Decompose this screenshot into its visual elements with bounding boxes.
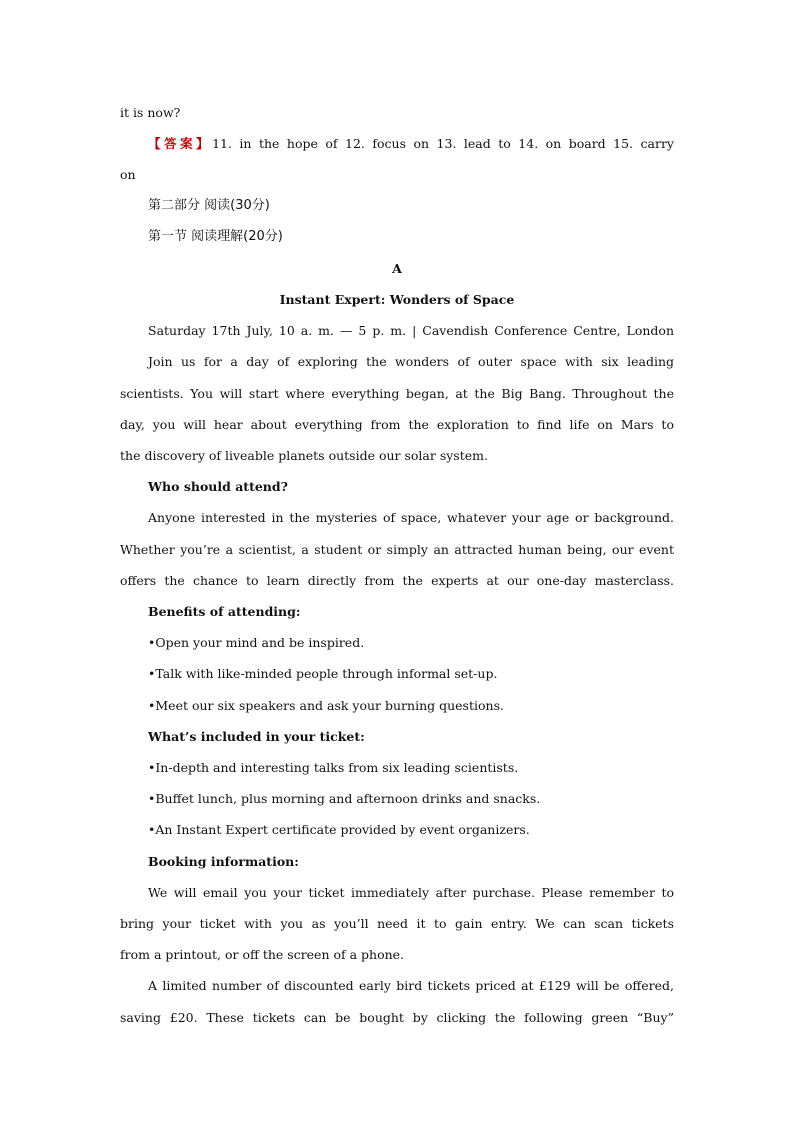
who-line-3: offers the chance to learn directly from the experts at our one-day masterclass. xyxy=(120,573,674,588)
booking-heading: Booking information: xyxy=(148,854,299,869)
included-heading: What’s included in your ticket: xyxy=(148,729,365,744)
part-heading: 第二部分 阅读(30分) xyxy=(148,198,270,213)
intro-line-2: scientists. You will start where everything began, at the Big Bang. Throughout the xyxy=(120,386,674,401)
answer-continuation: on xyxy=(120,167,136,182)
benefit-item: •Meet our six speakers and ask your burning questions. xyxy=(148,698,504,713)
intro-line-3: day, you will hear about everything from the exploration to find life on Mars to xyxy=(120,417,674,432)
answer-label: 【答案】 xyxy=(148,136,213,151)
answer-line xyxy=(148,136,674,152)
benefit-item: •Open your mind and be inspired. xyxy=(148,635,365,650)
passage-title: Instant Expert: Wonders of Space xyxy=(279,292,515,307)
booking-line-3: from a printout, or off the screen of a phone. xyxy=(120,947,405,962)
included-item: •In-depth and interesting talks from six leading scientists. xyxy=(148,760,519,775)
answer-text: 11. in the hope of 12. focus on 13. lead to 14. on board 15. carry xyxy=(212,136,674,151)
section-heading: 第一节 阅读理解(20分) xyxy=(148,229,283,244)
early-bird-line-2: saving £20. These tickets can be bought by clicking the following green “Buy” xyxy=(120,1010,674,1025)
prev-question-end: it is now? xyxy=(120,105,181,120)
benefits-heading: Benefits of attending: xyxy=(148,604,301,619)
who-heading: Who should attend? xyxy=(148,479,288,494)
who-line-2: Whether you’re a scientist, a student or simply an attracted human being, our event xyxy=(120,542,674,557)
booking-line-1: We will email you your ticket immediately after purchase. Please remember to xyxy=(148,885,674,900)
included-item: •An Instant Expert certificate provided by event organizers. xyxy=(148,822,530,837)
early-bird-line-1: A limited number of discounted early bird tickets priced at £129 will be offered, xyxy=(148,978,674,993)
event-date-line: Saturday 17th July, 10 a. m. — 5 p. m. | Cavendish Conference Centre, London xyxy=(148,323,674,338)
included-item: •Buffet lunch, plus morning and afternoon drinks and snacks. xyxy=(148,791,541,806)
who-line-1: Anyone interested in the mysteries of space, whatever your age or background. xyxy=(148,510,674,525)
booking-line-2: bring your ticket with you as you’ll need it to gain entry. We can scan tickets xyxy=(120,916,674,931)
passage-letter: A xyxy=(392,261,402,276)
intro-line-4: the discovery of liveable planets outside our solar system. xyxy=(120,448,488,463)
intro-line-1: Join us for a day of exploring the wonders of outer space with six leading xyxy=(148,354,674,369)
benefit-item: •Talk with like-minded people through informal set-up. xyxy=(148,666,498,681)
